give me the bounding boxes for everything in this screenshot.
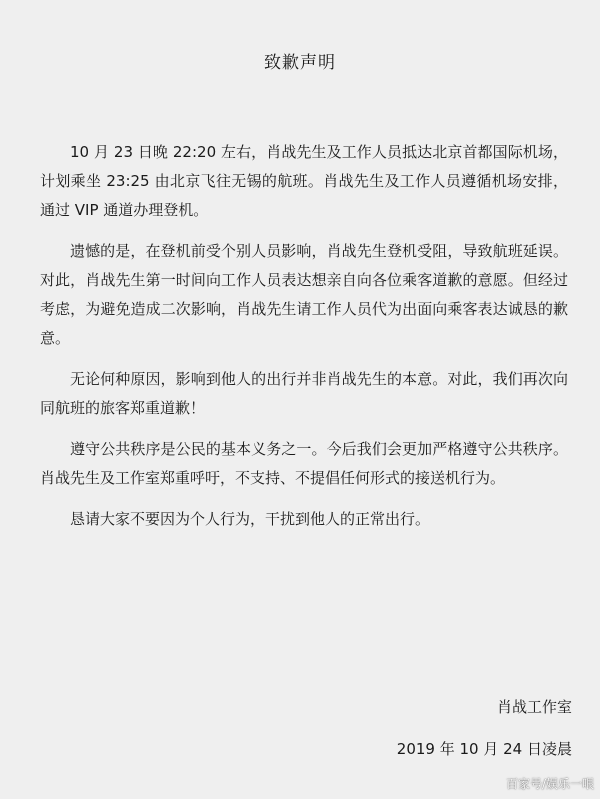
paragraph-3: 无论何种原因，影响到他人的出行并非肖战先生的本意。对此，我们再次向同航班的旅客郑重道歉！ [40, 370, 568, 417]
signature-name: 肖战工作室 [496, 698, 572, 716]
page-title: 致歉声明 [264, 53, 336, 73]
statement-body [40, 138, 568, 546]
paragraph-1: 10 月 23 日晚 22:20 左右，肖战先生及工作人员抵达北京首都国际机场，计划乘坐 23:25 由北京飞往无锡的航班。肖战先生及工作人员遵循机场安排，通过 VIP 通道办理登机。 [40, 143, 568, 219]
source-watermark: 百家号/娱乐一哏 [505, 777, 594, 791]
paragraph-4: 遵守公共秩序是公民的基本义务之一。今后我们会更加严格遵守公共秩序。肖战先生及工作室郑重呼吁，不支持、不提倡任何形式的接送机行为。 [40, 440, 568, 487]
signature-date: 2019 年 10 月 24 日凌晨 [396, 740, 572, 758]
signature-block [272, 696, 572, 760]
paragraph-2: 遗憾的是，在登机前受个别人员影响，肖战先生登机受阻，导致航班延误。对此，肖战先生第一时间向工作人员表达想亲自向各位乘客道歉的意愿。但经过考虑，为避免造成二次影响，肖战先生请工作人员代为出面向乘客表达诚恳的歉意。 [40, 242, 568, 347]
paragraph-5: 恳请大家不要因为个人行为，干扰到他人的正常出行。 [70, 510, 431, 528]
